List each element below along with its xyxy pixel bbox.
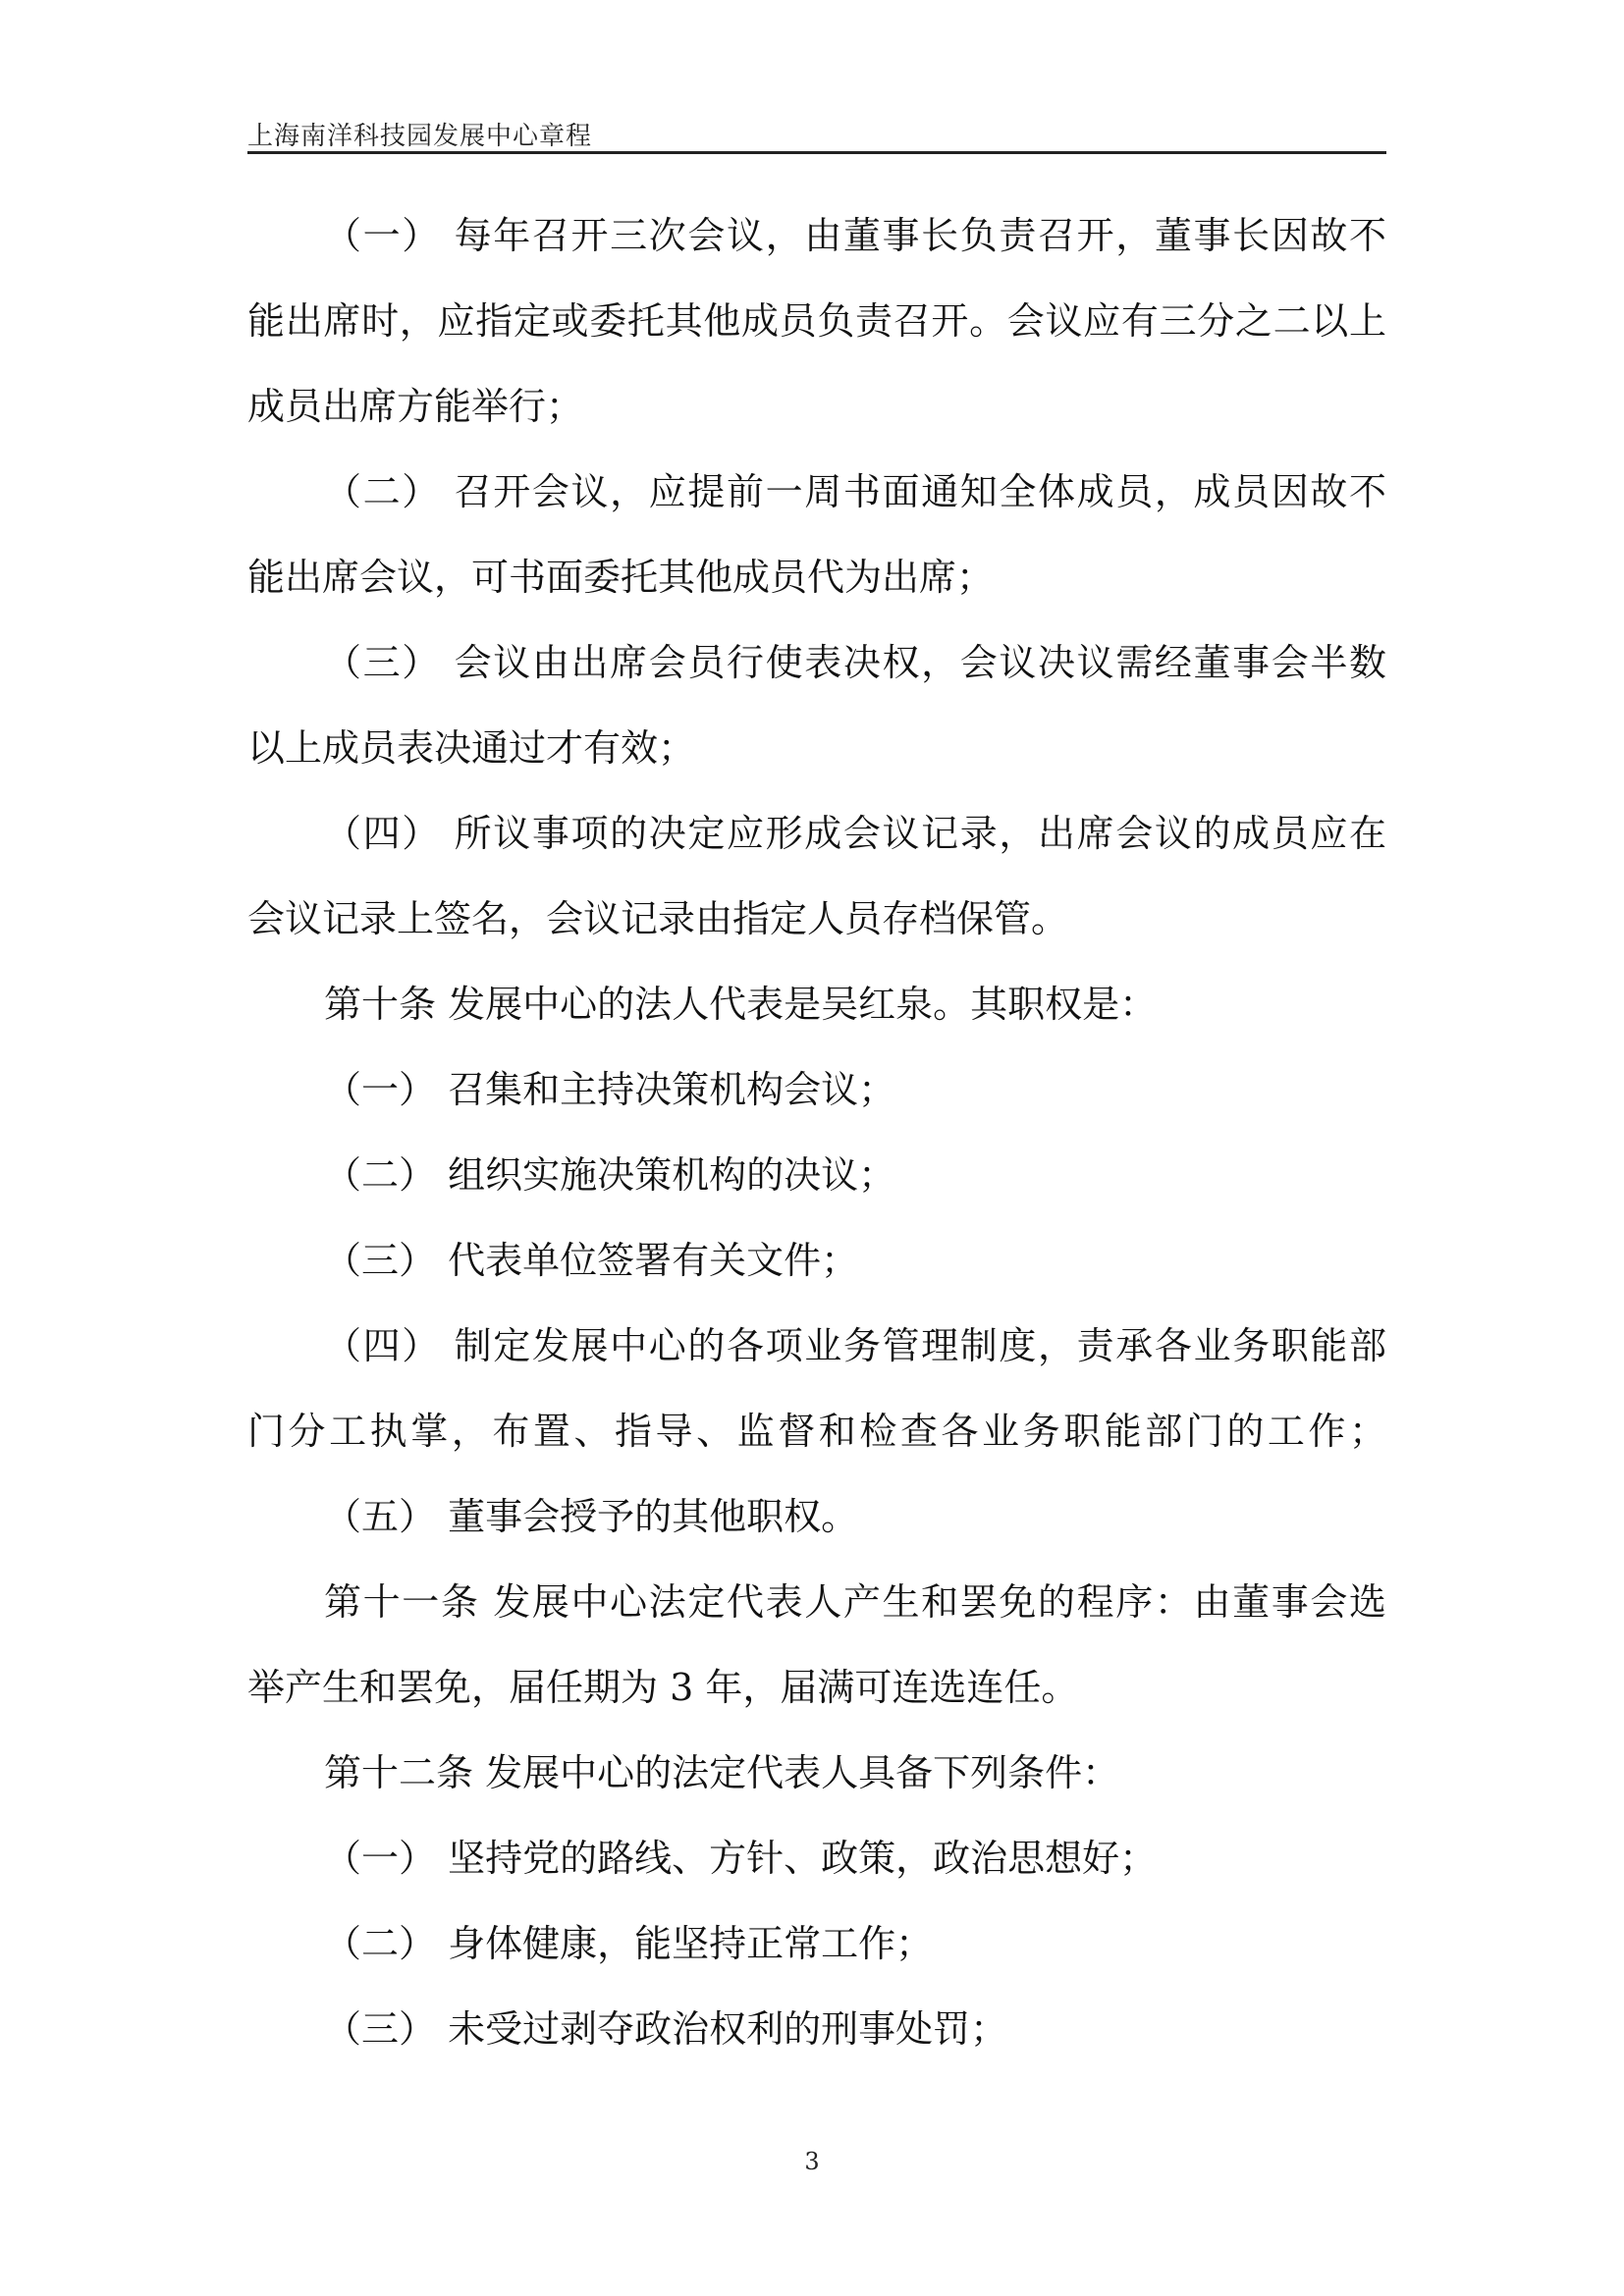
text-line: 举产生和罢免，届任期为 3 年，届满可连选连任。: [247, 1666, 1079, 1709]
text-line: （二） 召开会议，应提前一周书面通知全体成员，成员因故不: [324, 470, 1386, 513]
header-title: 上海南洋科技园发展中心章程: [247, 122, 593, 151]
article-heading: 第十条 发展中心的法人代表是吴红泉。其职权是：: [324, 983, 1158, 1026]
text-line: （四） 所议事项的决定应形成会议记录，出席会议的成员应在: [324, 812, 1386, 855]
text-line: 能出席会议，可书面委托其他成员代为出席；: [247, 556, 995, 599]
text-line: 会议记录上签名，会议记录由指定人员存档保管。: [247, 897, 1069, 940]
text-line: （二） 身体健康，能坚持正常工作；: [324, 1922, 934, 1965]
text-line: （三） 未受过剥夺政治权利的刑事处罚；: [324, 2007, 1008, 2051]
text-line: 以上成员表决通过才有效；: [247, 726, 696, 770]
article-heading: 第十一条 发展中心法定代表人产生和罢免的程序：由董事会选: [324, 1580, 1386, 1624]
text-line: （三） 会议由出席会员行使表决权，会议决议需经董事会半数: [324, 641, 1386, 684]
text-line: （四） 制定发展中心的各项业务管理制度，责承各业务职能部: [324, 1324, 1386, 1367]
text-line: （二） 组织实施决策机构的决议；: [324, 1153, 896, 1197]
text-line: 能出席时，应指定或委托其他成员负责召开。会议应有三分之二以上: [247, 299, 1386, 343]
article-heading: 第十二条 发展中心的法定代表人具备下列条件：: [324, 1751, 1120, 1794]
text-line: （一） 每年召开三次会议，由董事长负责召开，董事长因故不: [324, 214, 1386, 257]
text-line: 成员出席方能举行；: [247, 385, 584, 428]
text-line: （三） 代表单位签署有关文件；: [324, 1239, 859, 1282]
text-line: 门分工执掌，布置、指导、监督和检查各业务职能部门的工作；: [247, 1410, 1386, 1453]
page-header: [247, 110, 1386, 154]
page-number: 3: [804, 2148, 820, 2175]
text-line: （一） 坚持党的路线、方针、政策，政治思想好；: [324, 1837, 1158, 1880]
text-line: （一） 召集和主持决策机构会议；: [324, 1068, 896, 1111]
text-line: （五） 董事会授予的其他职权。: [324, 1495, 859, 1538]
